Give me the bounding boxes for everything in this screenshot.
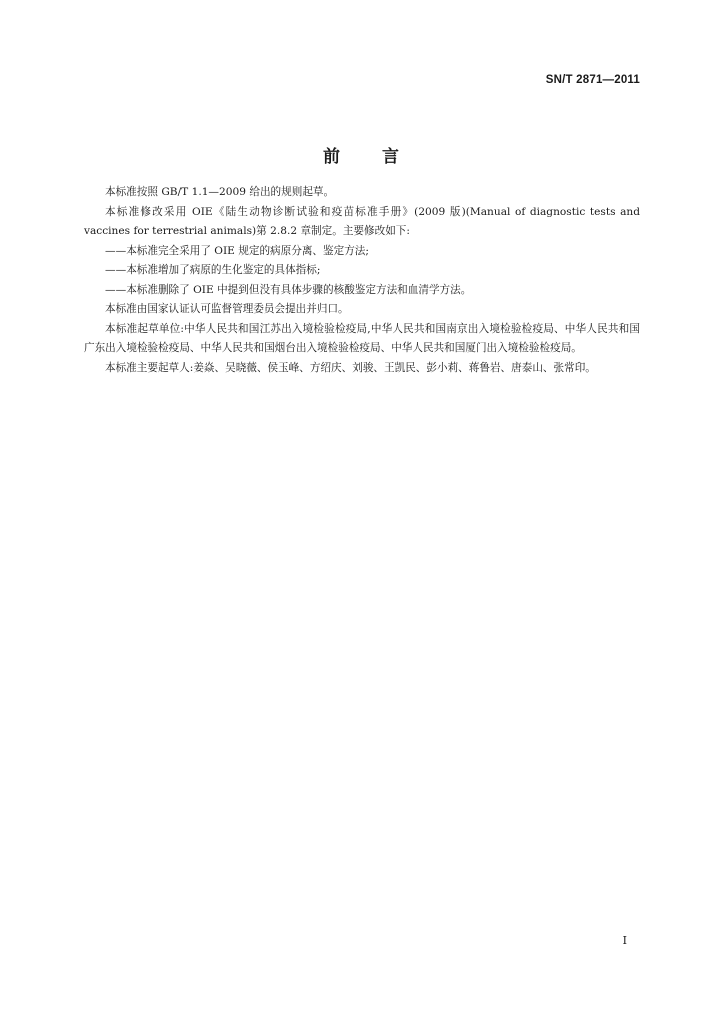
page-title (0, 142, 724, 167)
standard-code: SN/T 2871—2011 (545, 74, 640, 86)
paragraph-drafting-rules: 本标准按照 GB/T 1.1—2009 给出的规则起草。 (105, 186, 335, 198)
paragraph-drafting-units: 本标准起草单位:中华人民共和国江苏出入境检验检疫局,中华人民共和国南京出入境检验检疫局、中华人民共和国广东出入境检验检疫局、中华人民共和国烟台出入境检验检疫局、中华人民共和国厦门出入境检验检疫局。 (84, 322, 640, 354)
paragraph-drafters: 本标准主要起草人:姜焱、吴晓薇、侯玉峰、方绍庆、刘骏、王凯民、彭小莉、蒋鲁岩、唐泰山、张常印。 (105, 361, 596, 374)
page-number: I (622, 934, 627, 947)
list-item-modification-2: ——本标准增加了病原的生化鉴定的具体指标; (105, 264, 321, 276)
paragraph-modification-basis: 本标准修改采用 OIE《陆生动物诊断试验和疫苗标准手册》(2009 版)(Manual of diagnostic tests and vaccines for terrestrial animals)第 2.8.2 章制定。主要修改如下: (84, 205, 640, 237)
foreword-body (84, 183, 640, 378)
paragraph-proposer: 本标准由国家认证认可监督管理委员会提出并归口。 (105, 303, 349, 315)
list-item-modification-3: ——本标准删除了 OIE 中提到但没有具体步骤的核酸鉴定方法和血清学方法。 (105, 283, 472, 296)
title-char-1: 前 (323, 147, 342, 167)
list-item-modification-1: ——本标准完全采用了 OIE 规定的病原分离、鉴定方法; (105, 244, 369, 257)
title-char-2: 言 (382, 147, 401, 167)
